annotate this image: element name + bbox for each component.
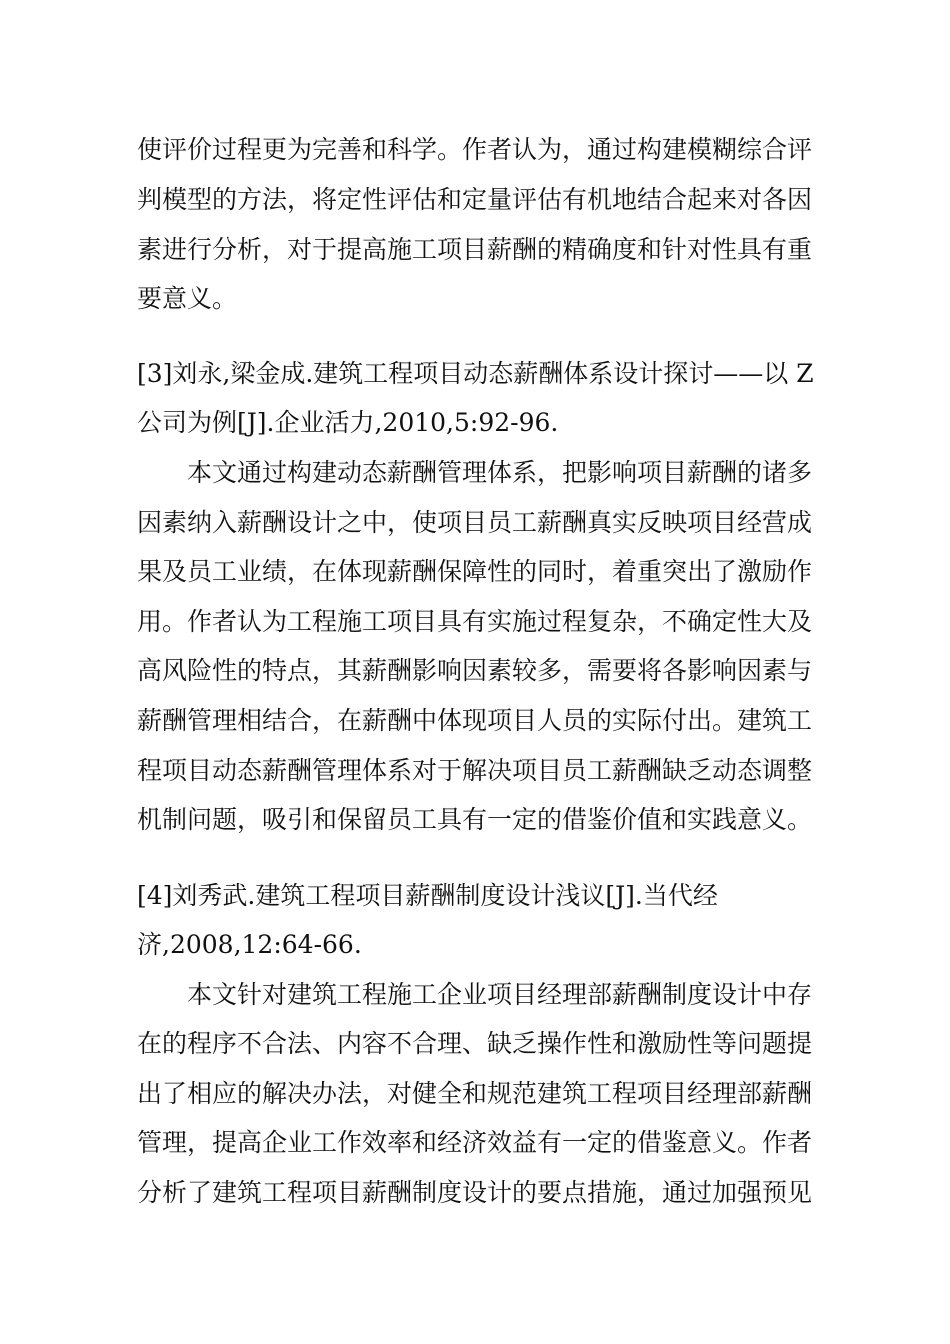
paragraph-line: 因素纳入薪酬设计之中，使项目员工薪酬真实反映项目经营成 [137,508,813,537]
paragraph-line: 程项目动态薪酬管理体系对于解决项目员工薪酬缺乏动态调整 [137,756,813,785]
paragraph-line: 出了相应的解决办法，对健全和规范建筑工程项目经理部薪酬 [137,1079,813,1108]
paragraph-line: 要意义。 [137,284,238,313]
paragraph-line: 使评价过程更为完善和科学。作者认为，通过构建模糊综合评 [137,135,813,164]
paragraph-line: 用。作者认为工程施工项目具有实施过程复杂，不确定性大及 [137,607,813,636]
paragraph-line: 在的程序不合法、内容不合理、缺乏操作性和激励性等问题提 [137,1029,813,1058]
paragraph-line: 果及员工业绩，在体现薪酬保障性的同时，着重突出了激励作 [137,557,813,586]
reference-entry-4-line: 济,2008,12:64-66. [137,930,362,959]
reference-entry-4-line: [4]刘秀武.建筑工程项目薪酬制度设计浅议[J].当代经 [137,881,718,910]
paragraph-line: 机制问题，吸引和保留员工具有一定的借鉴价值和实践意义。 [137,805,813,834]
reference-entry-3-line: 公司为例[J].企业活力,2010,5:92-96. [137,408,559,437]
paragraph-line: 本文通过构建动态薪酬管理体系，把影响项目薪酬的诸多 [187,458,813,487]
reference-entry-3-line: [3]刘永,梁金成.建筑工程项目动态薪酬体系设计探讨——以 Z [137,359,814,388]
paragraph-line: 高风险性的特点，其薪酬影响因素较多，需要将各影响因素与 [137,656,813,685]
paragraph-line: 判模型的方法，将定性评估和定量评估有机地结合起来对各因 [137,185,813,214]
paragraph-line: 分析了建筑工程项目薪酬制度设计的要点措施，通过加强预见 [137,1178,813,1207]
paragraph-line: 素进行分析，对于提高施工项目薪酬的精确度和针对性具有重 [137,235,813,264]
paragraph-line: 管理，提高企业工作效率和经济效益有一定的借鉴意义。作者 [137,1128,813,1157]
paragraph-line: 薪酬管理相结合，在薪酬中体现项目人员的实际付出。建筑工 [137,706,813,735]
paragraph-line: 本文针对建筑工程施工企业项目经理部薪酬制度设计中存 [187,980,813,1009]
